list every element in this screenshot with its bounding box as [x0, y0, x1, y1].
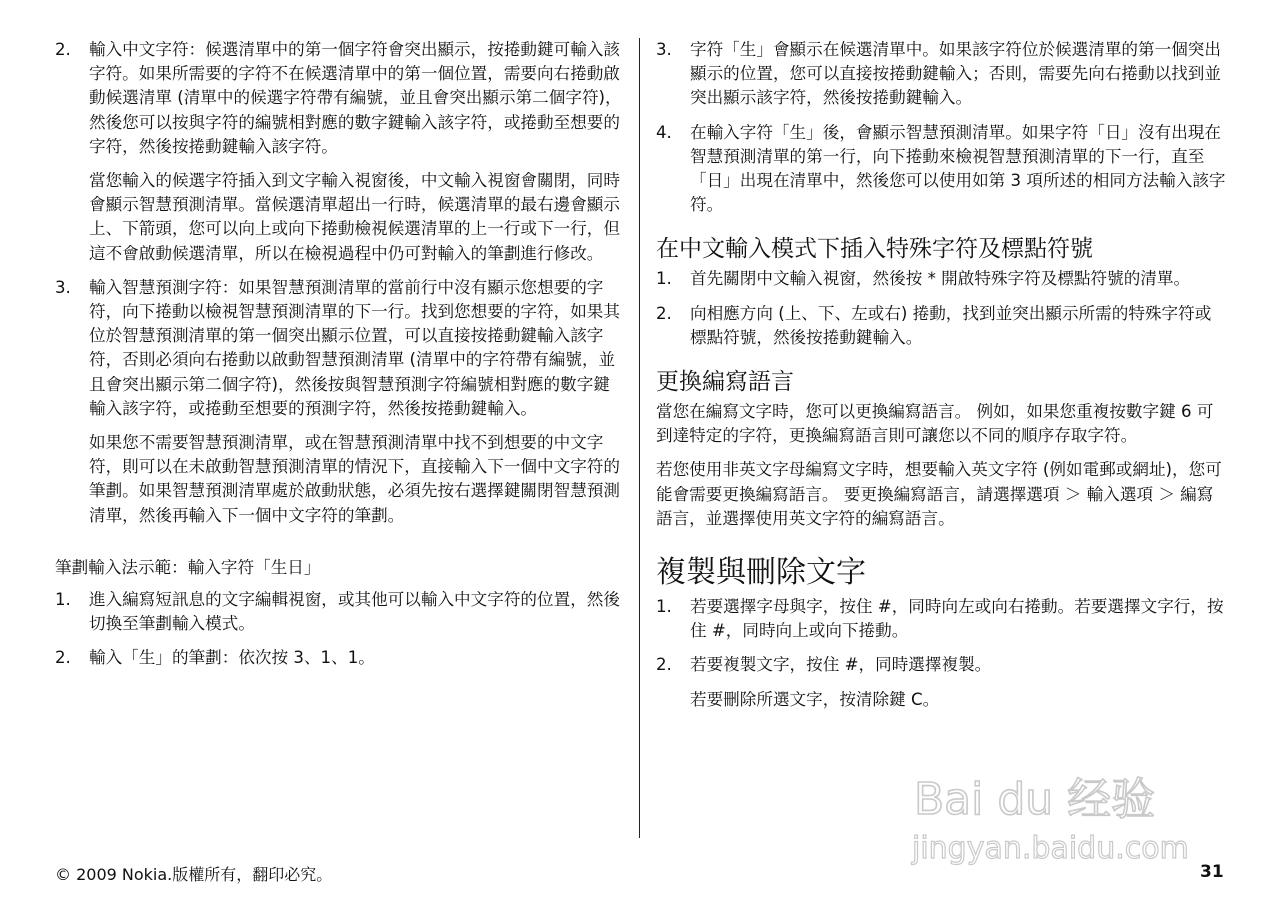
paragraph: 如果您不需要智慧預測清單，或在智慧預測清單中找不到想要的中文字符，則可以在未啟動智慧預測清單的情況下，直接輸入下一個中文字符的筆劃。如果智慧預測清單處於啟動狀態，必須先按右選擇鍵關閉智慧預測清單，然後再輸入下一個中文字符的筆劃。	[89, 433, 620, 525]
item-number: 1.	[656, 597, 672, 617]
item-number: 2.	[55, 648, 71, 668]
item-number: 2.	[656, 655, 672, 675]
list-item	[656, 653, 1226, 677]
item-number: 2.	[55, 40, 71, 59]
section-heading-special-chars: 在中文輸入模式下插入特殊字符及標點符號	[656, 236, 1093, 263]
list-item	[656, 302, 1226, 350]
item-number: 4.	[656, 122, 672, 142]
left-column	[55, 38, 625, 681]
right-column	[656, 38, 1226, 722]
list-item	[55, 646, 625, 670]
item-number: 1.	[656, 269, 672, 289]
item-text: 向相應方向 (上、下、左或右) 捲動，找到並突出顯示所需的特殊字符或標點符號，然後按捲動鍵輸入。	[690, 303, 1212, 347]
item-number: 3.	[656, 40, 672, 59]
page-number: 31	[1200, 862, 1224, 882]
watermark-brand: Bai du 经验	[914, 774, 1156, 825]
baidu-watermark	[908, 768, 1208, 868]
paragraph: 當您在編寫文字時，您可以更換編寫語言。 例如，如果您重複按數字鍵 6 可到達特定的字符，更換編寫語言則可讓您以不同的順序存取字符。	[656, 402, 1214, 446]
item-text: 首先關閉中文輸入視窗，然後按 * 開啟特殊字符及標點符號的清單。	[690, 269, 1191, 289]
item-text: 輸入智慧預測字符：如果智慧預測清單的當前行中沒有顯示您想要的字符，向下捲動以檢視智慧預測清單的下一行。找到您想要的字符，如果其位於智慧預測清單的第一個突出顯示位置，可以直接按捲動鍵輸入該字符，否則必須向右捲動以啟動智慧預測清單 (清單中的字符帶有編號，並且會突出顯示第二個字符)，然後按與智慧預測字符編號相對應的數字鍵輸入該字符，或捲動至想要的預測字符，然後按捲動鍵輸入。	[89, 277, 620, 418]
item-text: 若要選擇字母與字，按住 #，同時向左或向右捲動。若要選擇文字行，按住 #，同時向上或向下捲動。	[690, 597, 1224, 641]
list-item	[656, 267, 1226, 291]
list-item	[55, 588, 625, 636]
item-text: 字符「生」會顯示在候選清單中。如果該字符位於候選清單的第一個突出顯示的位置，您可以直接按捲動鍵輸入；否則，需要先向右捲動以找到並突出顯示該字符，然後按捲動鍵輸入。	[690, 40, 1221, 108]
item-number: 2.	[656, 303, 672, 323]
paragraph: 若要刪除所選文字，按清除鍵 C。	[690, 689, 940, 709]
item-text: 輸入「生」的筆劃：依次按 3、1、1。	[89, 648, 375, 668]
watermark-url: jingyan.baidu.com	[912, 831, 1189, 866]
paragraph: 當您輸入的候選字符插入到文字輸入視窗後，中文輸入視窗會關閉，同時會顯示智慧預測清單。當候選清單超出一行時，候選清單的最右邊會顯示上、下箭頭，您可以向上或向下捲動檢視候選清單的上一行或下一行，但這不會啟動候選清單，所以在檢視過程中仍可對輸入的筆劃進行修改。	[89, 171, 620, 263]
list-item	[656, 121, 1226, 218]
section-heading-copy-delete: 複製與刪除文字	[656, 555, 866, 591]
list-item	[656, 595, 1226, 643]
list-item	[55, 38, 625, 159]
item-number: 3.	[55, 277, 71, 297]
item-number: 1.	[55, 590, 71, 610]
example-heading: 筆劃輸入法示範：輸入字符「生日」	[55, 557, 321, 577]
list-item	[55, 276, 625, 421]
item-text: 進入編寫短訊息的文字編輯視窗，或其他可以輸入中文字符的位置，然後切換至筆劃輸入模式。	[89, 590, 620, 634]
column-divider	[639, 38, 640, 838]
copyright-footer: © 2009 Nokia.版權所有，翻印必究。	[55, 865, 333, 884]
item-text: 輸入中文字符：候選清單中的第一個字符會突出顯示，按捲動鍵可輸入該字符。如果所需要的字符不在候選清單中的第一個位置，需要向右捲動啟動候選清單 (清單中的候選字符帶有編號，並且會突出顯示第二個字符)，然後您可以按與字符的編號相對應的數字鍵輸入該字符，或捲動至想要的字符，然後按捲動鍵輸入該字符。	[89, 40, 622, 156]
item-text: 若要複製文字，按住 #，同時選擇複製。	[690, 655, 992, 675]
section-heading-writing-language: 更換編寫語言	[656, 369, 794, 396]
paragraph: 若您使用非英文字母編寫文字時，想要輸入英文字符 (例如電郵或網址)，您可能會需要更換編寫語言。 要更換編寫語言，請選擇選項 ＞ 輸入選項 ＞ 編寫語言，並選擇使用英文字符的編寫語言。	[656, 460, 1222, 528]
list-item	[656, 38, 1226, 111]
item-text: 在輸入字符「生」後，會顯示智慧預測清單。如果字符「日」沒有出現在智慧預測清單的第一行，向下捲動來檢視智慧預測清單的下一行，直至「日」出現在清單中，然後您可以使用如第 3 項所述的相同方法輸入該字符。	[690, 122, 1226, 215]
